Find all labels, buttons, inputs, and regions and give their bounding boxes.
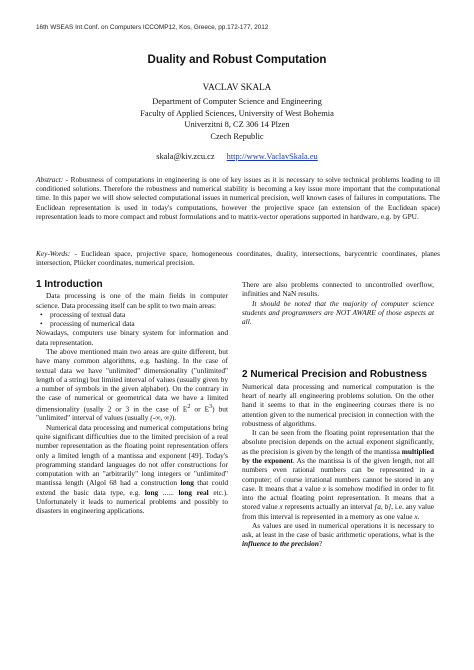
left-column [36, 280, 228, 515]
author-name: VACLAV SKALA [202, 82, 272, 92]
paragraph: It should be noted that the majority of computer science students and programmers are NOT AWARE of those aspects at all. [242, 298, 434, 327]
paper-title: Duality and Robust Computation [147, 54, 327, 66]
section-gap [242, 326, 434, 370]
affiliation [0, 96, 474, 142]
list-item: • processing of textual data [40, 309, 126, 319]
contact-line [0, 152, 474, 161]
abstract-text: Robustness of computations in engineering is one of key issues as it is necessary to solve technical problems leading to ill conditioned solutions. Therefore the robustness and numerical stability is becoming a key issue more important that the computational time. In this paper we will show selected computational issues in numerical precision, well known cases of failures in computations. The Euclidean representation is used in today's computations, however the projective space (an extension of the Euclidean space) representation leads to more compact and robust formulations and to matrix-vector operations supported in hardware, e.g. by GPU. [36, 175, 441, 221]
affiliation-line: Univerzitni 8, CZ 306 14 Plzen [184, 120, 290, 129]
bullet-icon: • [40, 309, 43, 319]
affiliation-line: Czech Republic [210, 131, 264, 141]
section-heading-introduction: 1 Introduction [36, 279, 103, 290]
bullet-list [36, 310, 228, 329]
affiliation-line: Department of Computer Science and Engineering [152, 97, 322, 106]
paragraph: There are also problems connected to uncontrolled overflow, infinities and NaN results. [242, 280, 434, 299]
paragraph: It can be seen from the floating point representation that the absolute precision depends on the actual exponent significantly, as the precision is given by the length of the mantissa multiplied by the exponent. As the mantissa is of the given length, not all numbers even rational numbers can be represented in a computer; of course irrational numbers cannot be stored in any case. It means that a value x is somehow modified in order to fit into the actual floating point representation. It means that a stored value x represents actually an interval [a, b], i.e. any value from this interval is represented in a memory as one value x. [242, 428, 434, 521]
paragraph: Nowadays, computers use binary system for information and data representation. [36, 328, 228, 347]
right-column [242, 280, 434, 549]
paragraph: As values are used in numerical operations it is necessary to ask, at least in the case of basic arithmetic operations, what is the influence to the precision? [242, 520, 434, 549]
running-header: 16th WSEAS Int.Conf. on Computers ICCOMP12, Kos, Greece, pp.172-177, 2012 [36, 24, 269, 31]
keywords-label: Key-Words: - [36, 249, 77, 258]
paragraph: Numerical data processing and numerical computation is the heart of nearly all engineering problems solution. On the other hand it seems to that in the engineering courses there is no attention given to the numerical precision in connection with the robustness of algorithms. [242, 381, 434, 428]
abstract [36, 175, 440, 221]
website-link[interactable]: http://www.VaclavSkala.eu [226, 152, 318, 161]
paragraph: Numerical data processing and numerical computations bring quite significant difficulties due to the limited precision of a real number representation as the floating point representation offers only a limited length of a mantissa and exponent [49]. Today's programming standard languages do not offer constructions for computation with an "arbitrarily" long integers or "unlimited" mantissa length (Algol 68 had a construction long that could extend the basic data type, e.g. long ...... long real etc.). Unfortunately it leads to numerical problems and possibly to disasters in engineering applications. [36, 422, 229, 516]
list-item: • processing of numerical data [40, 319, 135, 329]
keywords [36, 249, 440, 267]
paragraph: The above mentioned main two areas are quite different, but have many common algorithms, e.g. hashing. In the case of textual data we have "unlimited" dimensionality ("unlimited" length of a string) but limited interval of values (usually given by a number of symbols in the given alphabet). On the contrary in the case of numerical or geometrical data we have a limited dimensionality (usally 2 or 3 in the case of $E^2$ or $E^3$) but "unlimited" interval of values (usually (-∞, ∞)). [36, 346, 228, 423]
email-address: skala@kiv.zcu.cz [156, 152, 215, 161]
affiliation-line: Faculty of Applied Sciences, University of West Bohemia [140, 108, 334, 118]
bullet-icon: • [40, 319, 43, 329]
section-heading-numerical-precision: 2 Numerical Precision and Robustness [242, 369, 428, 381]
keywords-text: Euclidean space, projective space, homogeneous coordinates, duality, intersections, barycentric coordinates, planes intersection, Plücker coordinates, numerical precision. [36, 249, 441, 268]
paragraph: Data processing is one of the main fields in computer science. Data processing itself can be split to two main areas: [36, 291, 228, 310]
abstract-label: Abstract: - [36, 175, 69, 184]
